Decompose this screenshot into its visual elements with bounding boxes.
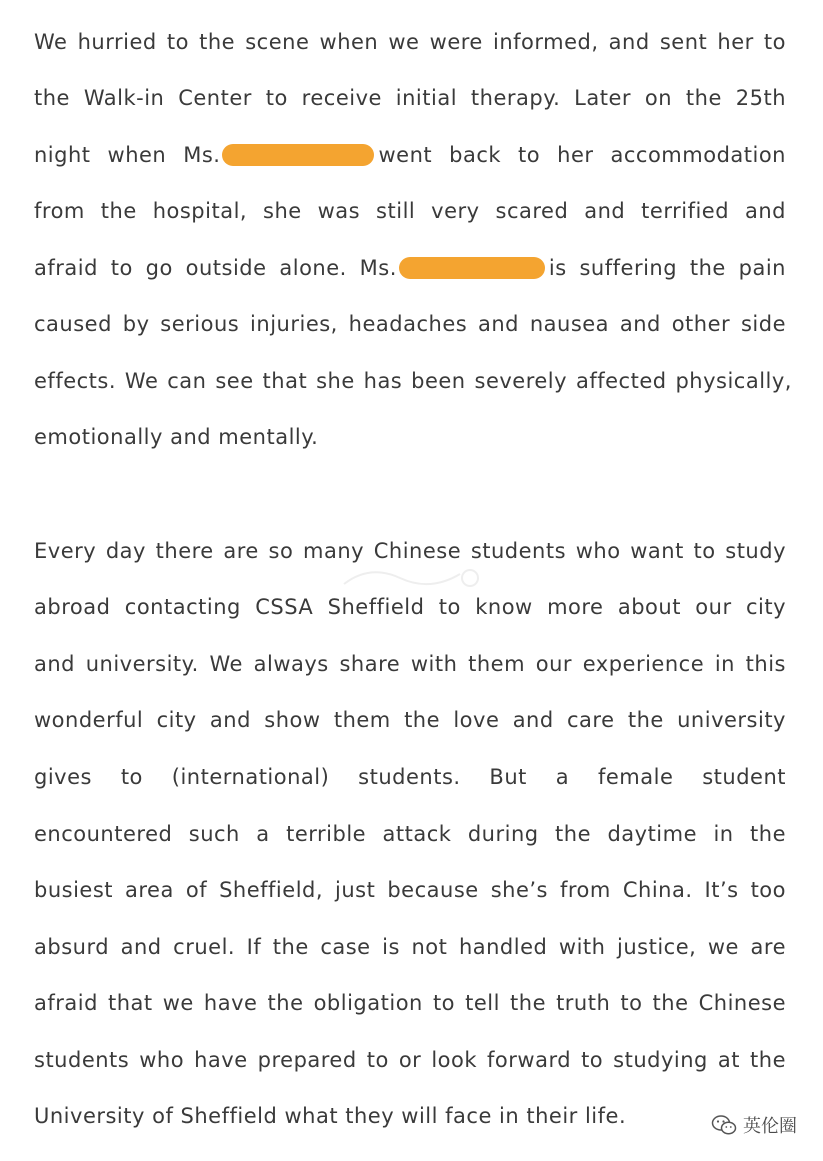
redaction-mark	[399, 257, 545, 279]
paragraph-line-with-redaction	[34, 248, 786, 288]
paragraph-line: wonderful city and show them the love and care the university	[34, 708, 786, 732]
paragraph-line: students who have prepared to or look forward to studying at the	[34, 1048, 786, 1072]
paragraph-line: University of Sheffield what they will face in their life.	[34, 1104, 627, 1128]
line-text-after: went back to her accommodation	[378, 143, 786, 167]
redaction-mark	[222, 144, 374, 166]
source-watermark	[711, 1112, 797, 1138]
line-text-before: afraid to go outside alone. Ms.	[34, 256, 397, 280]
paragraph-line: emotionally and mentally.	[34, 425, 319, 449]
paragraph-line: busiest area of Sheffield, just because she’s from China. It’s too	[34, 878, 786, 902]
paragraph-line: gives to (international) students. But a female student	[34, 765, 786, 789]
paragraph-line-with-redaction	[34, 135, 786, 175]
paragraph-line: from the hospital, she was still very scared and terrified and	[34, 199, 786, 223]
line-text-after: is suffering the pain	[548, 256, 786, 280]
brand-name: 英伦圈	[743, 1116, 797, 1137]
paragraph-line: afraid that we have the obligation to tell the truth to the Chinese	[34, 991, 786, 1015]
paragraph-line: abroad contacting CSSA Sheffield to know more about our city	[34, 595, 786, 619]
paragraph-line: encountered such a terrible attack during the daytime in the	[34, 822, 786, 846]
wechat-icon	[711, 1114, 737, 1136]
paragraph-line: Every day there are so many Chinese students who want to study	[34, 539, 786, 563]
paragraph-line: the Walk-in Center to receive initial therapy. Later on the 25th	[34, 86, 786, 110]
paragraph-line: caused by serious injuries, headaches and nausea and other side	[34, 312, 786, 336]
paragraph-line: absurd and cruel. If the case is not handled with justice, we are	[34, 935, 786, 959]
paragraph-line: and university. We always share with them our experience in this	[34, 652, 786, 676]
paragraph-line: We hurried to the scene when we were informed, and sent her to	[34, 30, 786, 54]
line-text-before: night when Ms.	[34, 143, 221, 167]
paragraph-line: effects. We can see that she has been severely affected physically,	[34, 369, 792, 393]
